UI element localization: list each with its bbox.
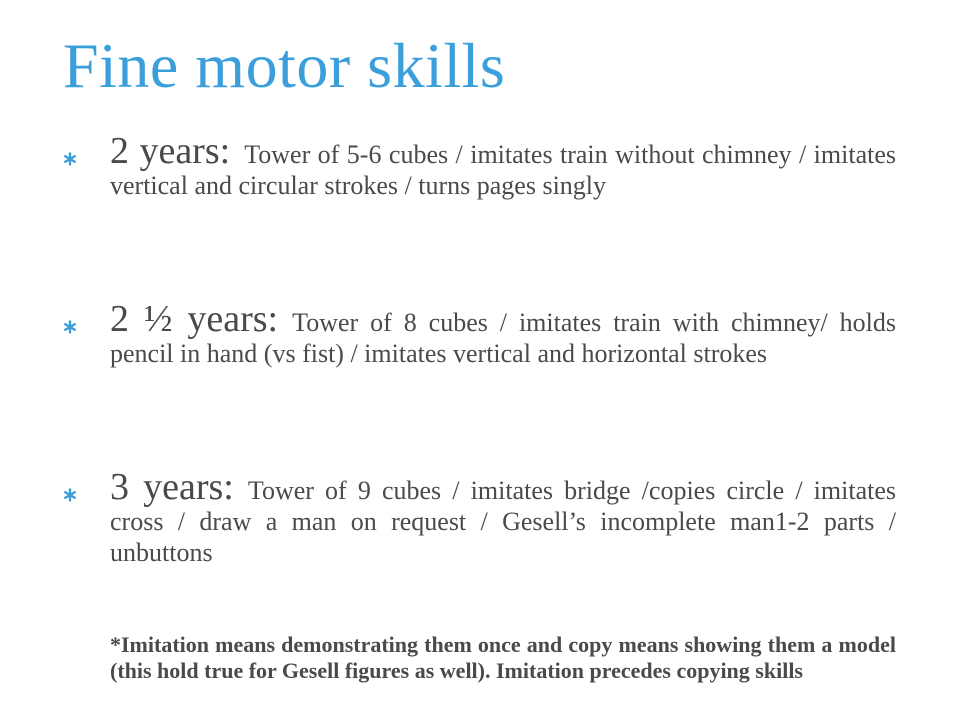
bullet-item-3-years xyxy=(110,466,896,568)
bullet-text: Tower of 9 cubes / imitates bridge /copies circle / imitates cross / draw a man on request / Gesell’s incomplete man1-2 parts / unbuttons xyxy=(110,476,896,567)
bullet-item-2-half-years xyxy=(110,298,897,369)
bullet-text: Tower of 5-6 cubes / imitates train without chimney / imitates vertical and circular strokes / turns pages singly xyxy=(110,140,896,200)
bullet-text: Tower of 8 cubes / imitates train with chimney/ holds pencil in hand (vs fist) / imitates vertical and horizontal strokes xyxy=(110,308,897,368)
asterisk-icon xyxy=(63,488,77,502)
bullet-lead: 3 years: xyxy=(110,466,234,508)
bullet-lead: 2 ½ years: xyxy=(110,298,279,340)
footnote: *Imitation means demonstrating them once and copy means showing them a model (this hold true for Gesell figures as well). Imitation precedes copying skills xyxy=(110,632,896,683)
bullet-lead: 2 years: xyxy=(110,130,231,172)
asterisk-icon xyxy=(63,152,77,166)
slide-title: Fine motor skills xyxy=(63,30,506,101)
bullet-item-2-years xyxy=(110,130,896,201)
asterisk-icon xyxy=(63,320,77,334)
